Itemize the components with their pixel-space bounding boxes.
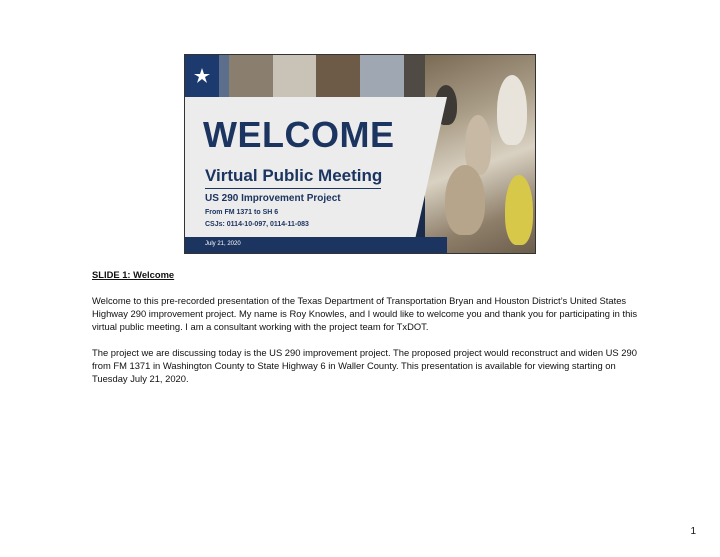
slide-project-limits: From FM 1371 to SH 6 [205,209,279,216]
notes-paragraph-2: The project we are discussing today is the US 290 improvement project. The proposed project would reconstruct and widen US 290 from FM 1371 in Washington County to State Highway 6 in Waller County. This presentation is available for viewing starting on Tuesday July 21, 2020. [92,347,637,384]
slide-csj-numbers: CSJs: 0114-10-097, 0114-11-083 [205,221,309,228]
slide-welcome-title: WELCOME [203,114,395,155]
slide-project-name: US 290 Improvement Project [205,193,341,204]
title-underline [205,188,381,189]
slide-date: July 21, 2020 [205,241,241,247]
speaker-notes [92,268,652,398]
notes-paragraph-1: Welcome to this pre-recorded presentation of the Texas Department of Transportation Bryan and Houston District’s United States Highway 290 improvement project. My name is Roy Knowles, and I would like to welcome you and thank you for participating in this virtual public meeting. I am a consultant working with the project team for TxDOT. [92,295,638,332]
notes-heading: SLIDE 1: Welcome [92,269,175,280]
slide-meeting-title: Virtual Public Meeting [205,166,383,185]
page-number: 1 [690,526,696,537]
slide-thumbnail [184,54,536,254]
meeting-photo [425,55,535,253]
txdot-logo-icon [185,55,219,97]
